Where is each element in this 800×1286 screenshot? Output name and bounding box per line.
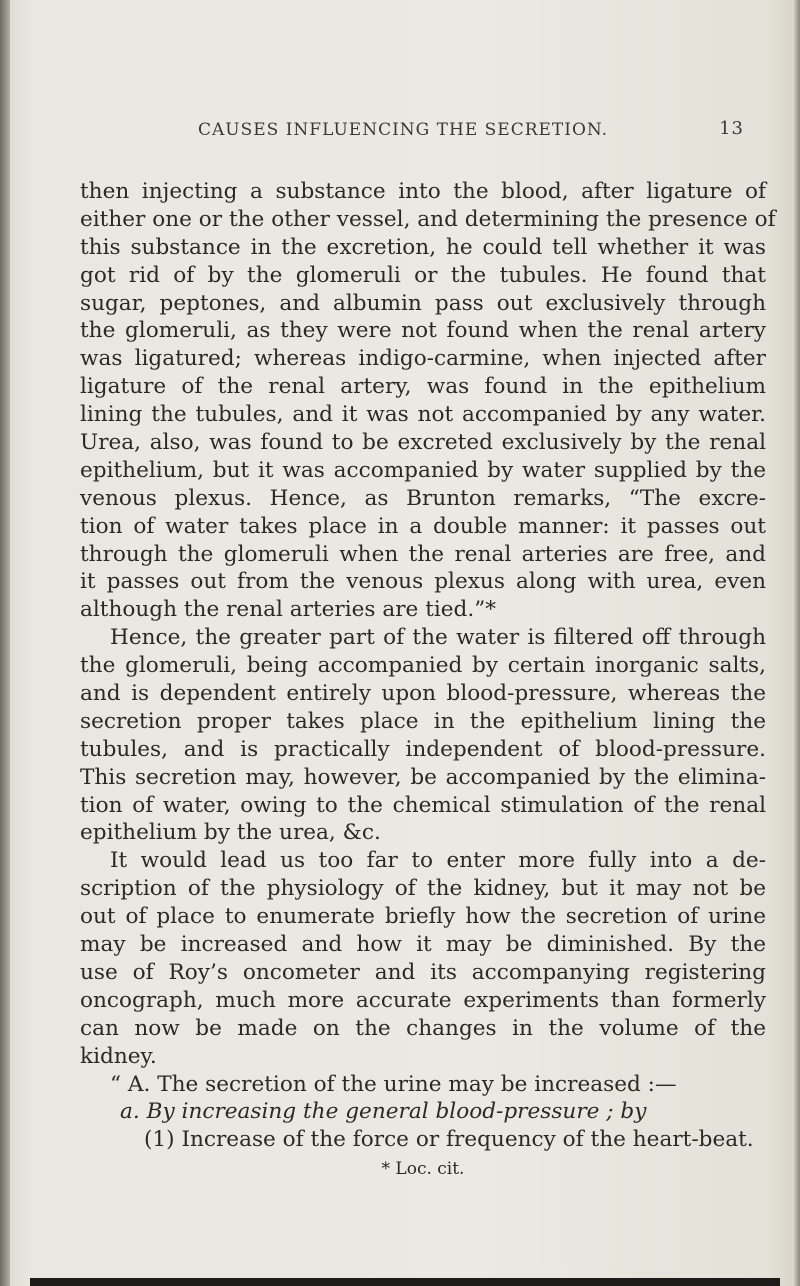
text-line: Hence, the greater part of the water is filtered off through — [110, 625, 766, 651]
text-line: it passes out from the venous plexus along with urea, even — [80, 569, 766, 595]
text-line: epithelium, but it was accompanied by water supplied by the — [80, 457, 766, 483]
text-line: can now be made on the changes in the volume of the — [80, 1015, 766, 1041]
text-line: kidney. — [80, 1043, 157, 1069]
text-line: “ A. The secretion of the urine may be increased :— — [110, 1071, 677, 1097]
text-line: lining the tubules, and it was not accompanied by any water. — [80, 402, 766, 428]
text-line: Urea, also, was found to be excreted exclusively by the renal — [80, 430, 766, 456]
text-line: either one or the other vessel, and determining the presence of — [80, 206, 776, 232]
text-line: out of place to enumerate briefly how the secretion of urine — [80, 904, 766, 930]
text-line: tion of water, owing to the chemical stimulation of the renal — [80, 792, 766, 818]
text-line: tion of water takes place in a double manner: it passes out — [80, 513, 766, 539]
text-line: scription of the physiology of the kidney, but it may not be — [80, 876, 766, 902]
running-header — [80, 112, 766, 146]
text-line: got rid of by the glomeruli or the tubules. He found that — [80, 262, 766, 288]
text-line: ligature of the renal artery, was found in the epithelium — [80, 374, 766, 400]
text-line: through the glomeruli when the renal arteries are free, and — [80, 541, 766, 567]
text-line: the glomeruli, as they were not found when the renal artery — [80, 318, 766, 344]
text-line: oncograph, much more accurate experiments than formerly — [80, 987, 766, 1013]
text-line: the glomeruli, being accompanied by certain inorganic salts, — [80, 653, 766, 679]
body-text — [80, 178, 776, 1184]
text-line: secretion proper takes place in the epithelium lining the — [80, 708, 766, 734]
running-title: CAUSES INFLUENCING THE SECRETION. — [198, 120, 609, 140]
text-line: This secretion may, however, be accompanied by the elimina- — [80, 764, 766, 790]
text-line: was ligatured; whereas indigo-carmine, when injected after — [80, 346, 766, 372]
page-gutter-shadow — [0, 0, 10, 1286]
text-line: may be increased and how it may be diminished. By the — [80, 932, 766, 958]
text-line: although the renal arteries are tied.”* — [80, 597, 497, 623]
text-line: venous plexus. Hence, as Brunton remarks, “The excre- — [80, 485, 766, 511]
page-edge — [794, 0, 800, 1286]
text-line: epithelium by the urea, &c. — [80, 820, 381, 846]
text-line: and is dependent entirely upon blood-pressure, whereas the — [80, 681, 766, 707]
text-line: sugar, peptones, and albumin pass out exclusively through — [80, 290, 766, 316]
text-line: use of Roy’s oncometer and its accompanying registering — [80, 959, 766, 985]
footnote: * Loc. cit. — [381, 1159, 465, 1180]
text-line: a. By increasing the general blood-pressure ; by — [120, 1099, 647, 1125]
text-line: then injecting a substance into the blood, after ligature of — [80, 179, 766, 204]
page-number: 13 — [719, 118, 744, 139]
text-line: (1) Increase of the force or frequency of the heart-beat. — [144, 1127, 754, 1153]
text-line: this substance in the excretion, he could tell whether it was — [80, 234, 766, 260]
text-line: It would lead us too far to enter more fully into a de- — [110, 848, 766, 874]
text-line: tubules, and is practically independent of blood-pressure. — [80, 736, 766, 762]
scan-bottom-edge — [30, 1278, 780, 1286]
